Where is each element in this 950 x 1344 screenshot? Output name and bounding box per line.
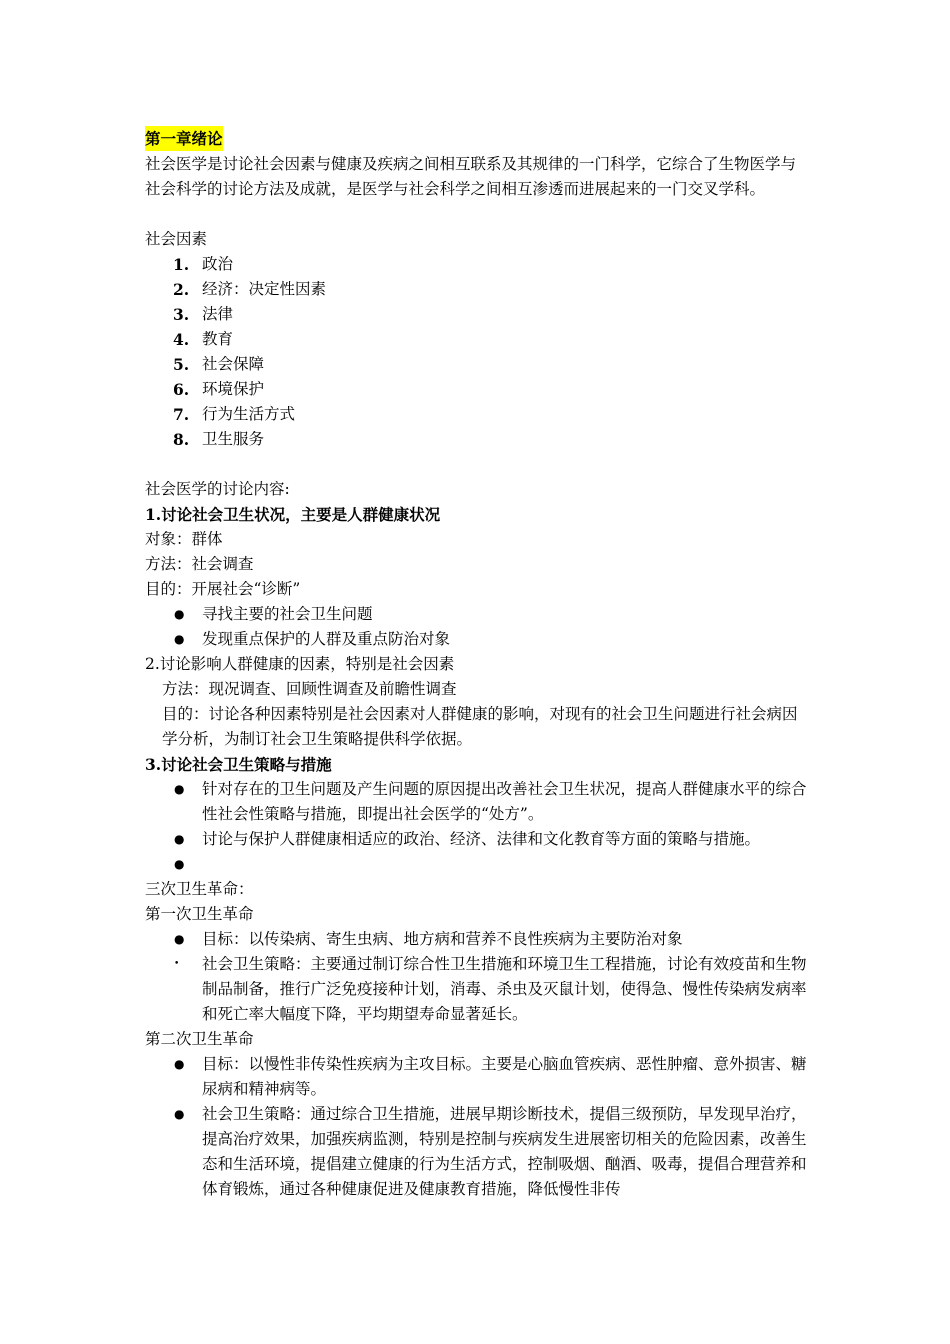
item-number: 4.	[173, 330, 190, 349]
list-item	[145, 777, 810, 827]
section1-method: 方法：社会调查	[145, 555, 254, 573]
item-text: 政治	[202, 255, 234, 273]
list-item	[145, 277, 810, 302]
item-text: 环境保护	[202, 380, 265, 398]
list-item	[145, 952, 810, 1027]
section3-bullets	[145, 777, 810, 877]
bullet-text: 目标：以传染病、寄生虫病、地方病和营养不良性疾病为主要防治对象	[202, 930, 683, 948]
bullet-icon: ●	[174, 782, 185, 796]
section1-bullets	[145, 602, 810, 652]
list-item	[145, 927, 810, 952]
list-item	[145, 852, 810, 877]
list-item	[145, 627, 810, 652]
bullet-text: 发现重点保护的人群及重点防治对象	[202, 630, 451, 648]
chapter-title-line	[145, 126, 810, 152]
item-text: 教育	[202, 330, 234, 348]
chapter-title: 第一章绪论	[145, 126, 223, 151]
list-item	[145, 1102, 810, 1202]
second-revolution-bullets	[145, 1052, 810, 1202]
bullet-icon: •	[174, 959, 180, 969]
list-item	[145, 827, 810, 852]
bullet-text: 社会卫生策略：主要通过制订综合性卫生措施和环境卫生工程措施，讨论有效疫苗和生物制品制备，推行广泛免疫接种计划，消毒、杀虫及灭鼠计划，使得急、慢性传染病发病率和死亡率大幅度下降，平均期望寿命显著延长。	[202, 955, 807, 1023]
bullet-icon: ●	[174, 607, 185, 621]
section1-object: 对象：群体	[145, 530, 223, 548]
spacer	[145, 452, 810, 477]
section2-method: 方法：现况调查、回顾性调查及前瞻性调查	[162, 680, 457, 698]
item-text: 社会保障	[202, 355, 265, 373]
list-item	[145, 327, 810, 352]
item-number: 5.	[173, 355, 190, 374]
list-item	[145, 1052, 810, 1102]
list-item	[145, 402, 810, 427]
content-heading: 社会医学的讨论内容:	[145, 480, 290, 498]
section3-title: 3.讨论社会卫生策略与措施	[145, 755, 332, 774]
bullet-text	[202, 852, 810, 877]
bullet-text: 讨论与保护人群健康相适应的政治、经济、法律和文化教育等方面的策略与措施。	[202, 830, 761, 848]
intro-paragraph: 社会医学是讨论社会因素与健康及疾病之间相互联系及其规律的一门科学，它综合了生物医学与社会科学的讨论方法及成就，是医学与社会科学之间相互渗透而进展起来的一门交叉学科。	[145, 155, 797, 198]
list-item	[145, 302, 810, 327]
section2-purpose: 目的：讨论各种因素特别是社会因素对人群健康的影响，对现有的社会卫生问题进行社会病因学分析，为制订社会卫生策略提供科学依据。	[162, 705, 798, 748]
bullet-icon: ●	[174, 632, 185, 646]
social-factors-list	[145, 252, 810, 452]
section1-purpose: 目的：开展社会“诊断”	[145, 580, 301, 598]
document-page	[145, 126, 810, 1202]
bullet-icon: ●	[174, 932, 185, 946]
item-number: 2.	[173, 280, 190, 299]
item-text: 法律	[202, 305, 234, 323]
bullet-icon: ●	[174, 857, 185, 871]
item-number: 1.	[173, 255, 190, 274]
bullet-text: 目标：以慢性非传染性疾病为主攻目标。主要是心脑血管疾病、恶性肿瘤、意外损害、糖尿病和精神病等。	[202, 1055, 807, 1098]
item-text: 行为生活方式	[202, 405, 296, 423]
first-revolution-bullets	[145, 927, 810, 1027]
item-text: 经济：决定性因素	[202, 280, 327, 298]
list-item	[145, 377, 810, 402]
list-item	[145, 602, 810, 627]
social-factors-heading: 社会因素	[145, 230, 208, 248]
list-item	[145, 427, 810, 452]
spacer	[145, 202, 810, 227]
bullet-text: 针对存在的卫生问题及产生问题的原因提出改善社会卫生状况，提高人群健康水平的综合性社会性策略与措施，即提出社会医学的“处方”。	[202, 780, 807, 823]
section1-title: 1.讨论社会卫生状况，主要是人群健康状况	[145, 505, 441, 524]
bullet-icon: ●	[174, 1057, 185, 1071]
item-text: 卫生服务	[202, 430, 265, 448]
item-number: 6.	[173, 380, 190, 399]
bullet-text: 社会卫生策略：通过综合卫生措施，进展早期诊断技术，提倡三级预防，早发现早治疗，提高治疗效果，加强疾病监测，特别是控制与疾病发生进展密切相关的危险因素，改善生态和生活环境，提倡建立健康的行为生活方式，控制吸烟、酗酒、吸毒，提倡合理营养和体育锻炼，通过各种健康促进及健康教育措施，降低慢性非传	[202, 1105, 807, 1198]
first-revolution-heading: 第一次卫生革命	[145, 905, 254, 923]
bullet-icon: ●	[174, 1107, 185, 1121]
list-item	[145, 252, 810, 277]
second-revolution-heading: 第二次卫生革命	[145, 1030, 254, 1048]
bullet-icon: ●	[174, 832, 185, 846]
revolutions-heading: 三次卫生革命：	[145, 880, 254, 898]
item-number: 3.	[173, 305, 190, 324]
bullet-text: 寻找主要的社会卫生问题	[202, 605, 373, 623]
item-number: 8.	[173, 430, 190, 449]
list-item	[145, 352, 810, 377]
section2-title: 2.讨论影响人群健康的因素，特别是社会因素	[145, 655, 455, 673]
item-number: 7.	[173, 405, 190, 424]
